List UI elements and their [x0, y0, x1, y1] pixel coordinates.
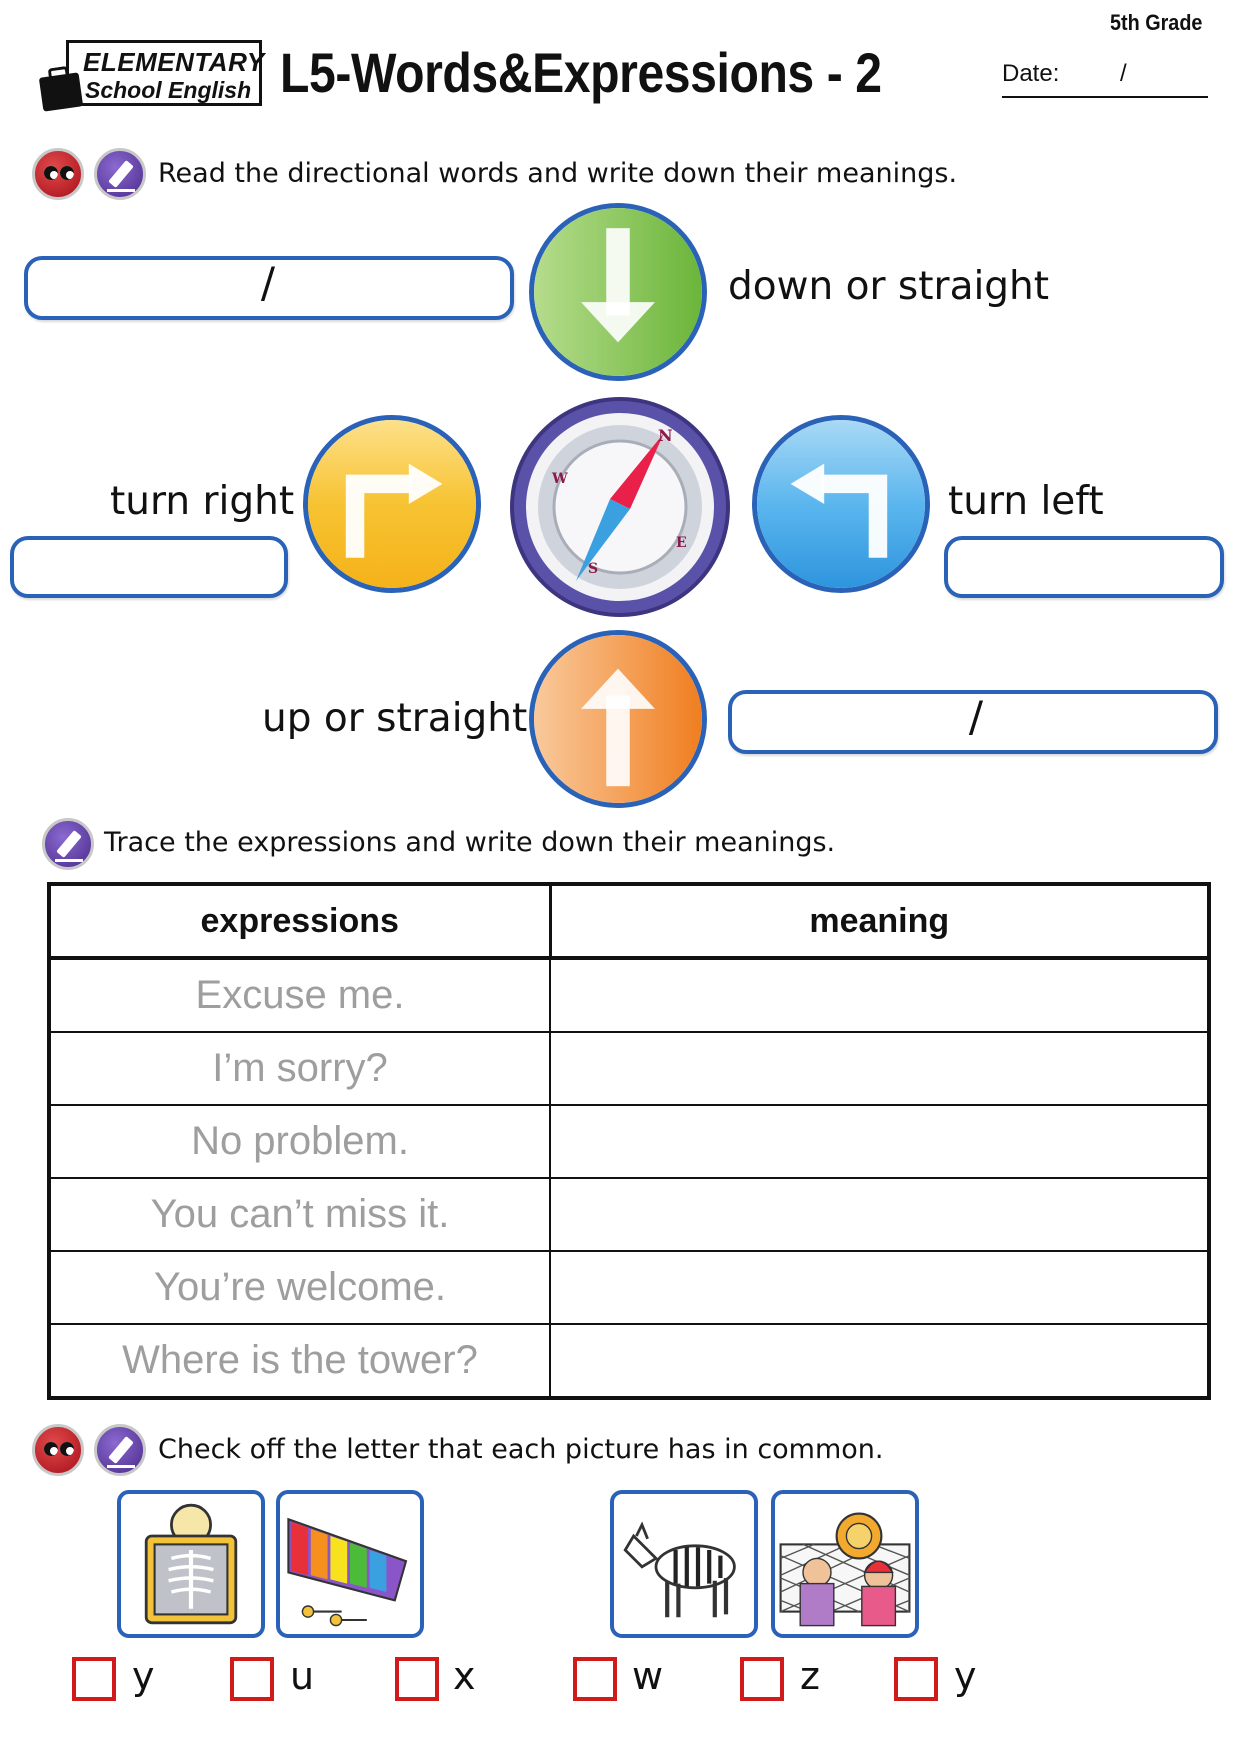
checkbox-y[interactable]: [894, 1657, 938, 1701]
checkbox-y[interactable]: [72, 1657, 116, 1701]
turn-left-arrow-icon: [752, 415, 930, 593]
direction-label-up: up or straight: [262, 696, 528, 741]
logo-text-line2: School English: [85, 77, 252, 103]
logo-text-line1: ELEMENTARY: [83, 47, 265, 77]
meaning-cell[interactable]: [550, 1251, 1209, 1324]
zebra-icon: [610, 1490, 758, 1638]
read-icon: [32, 148, 84, 200]
expression-cell: Excuse me.: [49, 958, 550, 1032]
table-row: [49, 1251, 1209, 1324]
option-letter: u: [290, 1654, 315, 1698]
read-icon: [32, 1424, 84, 1476]
zoo-icon: [771, 1490, 919, 1638]
section3-instruction: Check off the letter that each picture has in common.: [158, 1434, 884, 1465]
xylophone-icon: [276, 1490, 424, 1638]
up-arrow-icon: [529, 630, 707, 808]
option-letter: z: [800, 1654, 820, 1698]
compass-letter-n: N: [658, 426, 673, 445]
direction-label-left: turn left: [948, 479, 1104, 524]
date-input-line[interactable]: [1002, 96, 1208, 98]
expressions-table: [47, 882, 1211, 1400]
page-title: L5-Words&Expressions - 2: [280, 41, 882, 104]
option-letter: y: [954, 1654, 977, 1698]
option-letter: y: [132, 1654, 155, 1698]
answer-box-turn-left[interactable]: [944, 536, 1224, 598]
down-arrow-icon: [529, 203, 707, 381]
expression-cell: You’re welcome.: [49, 1251, 550, 1324]
compass-icon: [508, 395, 732, 619]
meaning-cell[interactable]: [550, 1324, 1209, 1398]
table-row: [49, 958, 1209, 1032]
write-icon: [94, 148, 146, 200]
meaning-cell[interactable]: [550, 958, 1209, 1032]
write-icon: [42, 818, 94, 870]
answer-box-down[interactable]: [24, 256, 514, 320]
answer-box-turn-right[interactable]: [10, 536, 288, 598]
section1-instruction: Read the directional words and write down their meanings.: [158, 158, 958, 189]
expression-cell: I’m sorry?: [49, 1032, 550, 1105]
table-row: [49, 1178, 1209, 1251]
date-separator: /: [1120, 60, 1127, 87]
direction-label-down: down or straight: [728, 264, 1050, 309]
answer-separator: /: [968, 692, 984, 741]
table-row: [49, 1032, 1209, 1105]
checkbox-z[interactable]: [740, 1657, 784, 1701]
option-letter: x: [453, 1654, 476, 1698]
compass-letter-w: W: [552, 471, 568, 487]
table-row: [49, 1105, 1209, 1178]
compass-letter-e: E: [676, 535, 687, 551]
checkbox-w[interactable]: [573, 1657, 617, 1701]
write-icon: [94, 1424, 146, 1476]
date-label: Date:: [1002, 60, 1060, 87]
direction-label-right: turn right: [110, 479, 295, 524]
expression-cell: No problem.: [49, 1105, 550, 1178]
answer-box-up[interactable]: [728, 690, 1218, 754]
x-ray-icon: [117, 1490, 265, 1638]
answer-separator: /: [260, 258, 276, 307]
briefcase-icon: [39, 72, 83, 111]
section2-instruction: Trace the expressions and write down their meanings.: [104, 827, 836, 858]
meaning-cell[interactable]: [550, 1105, 1209, 1178]
option-letter: w: [632, 1654, 664, 1698]
table-row: [49, 1324, 1209, 1398]
compass-letter-s: S: [588, 561, 599, 577]
expression-cell: Where is the tower?: [49, 1324, 550, 1398]
meaning-cell[interactable]: [550, 1178, 1209, 1251]
meaning-cell[interactable]: [550, 1032, 1209, 1105]
column-header-meaning: meaning: [550, 884, 1209, 958]
turn-right-arrow-icon: [303, 415, 481, 593]
grade-label: 5th Grade: [1110, 10, 1203, 35]
checkbox-u[interactable]: [230, 1657, 274, 1701]
checkbox-x[interactable]: [395, 1657, 439, 1701]
expression-cell: You can’t miss it.: [49, 1178, 550, 1251]
column-header-expressions: expressions: [49, 884, 550, 958]
school-logo: [66, 40, 265, 106]
